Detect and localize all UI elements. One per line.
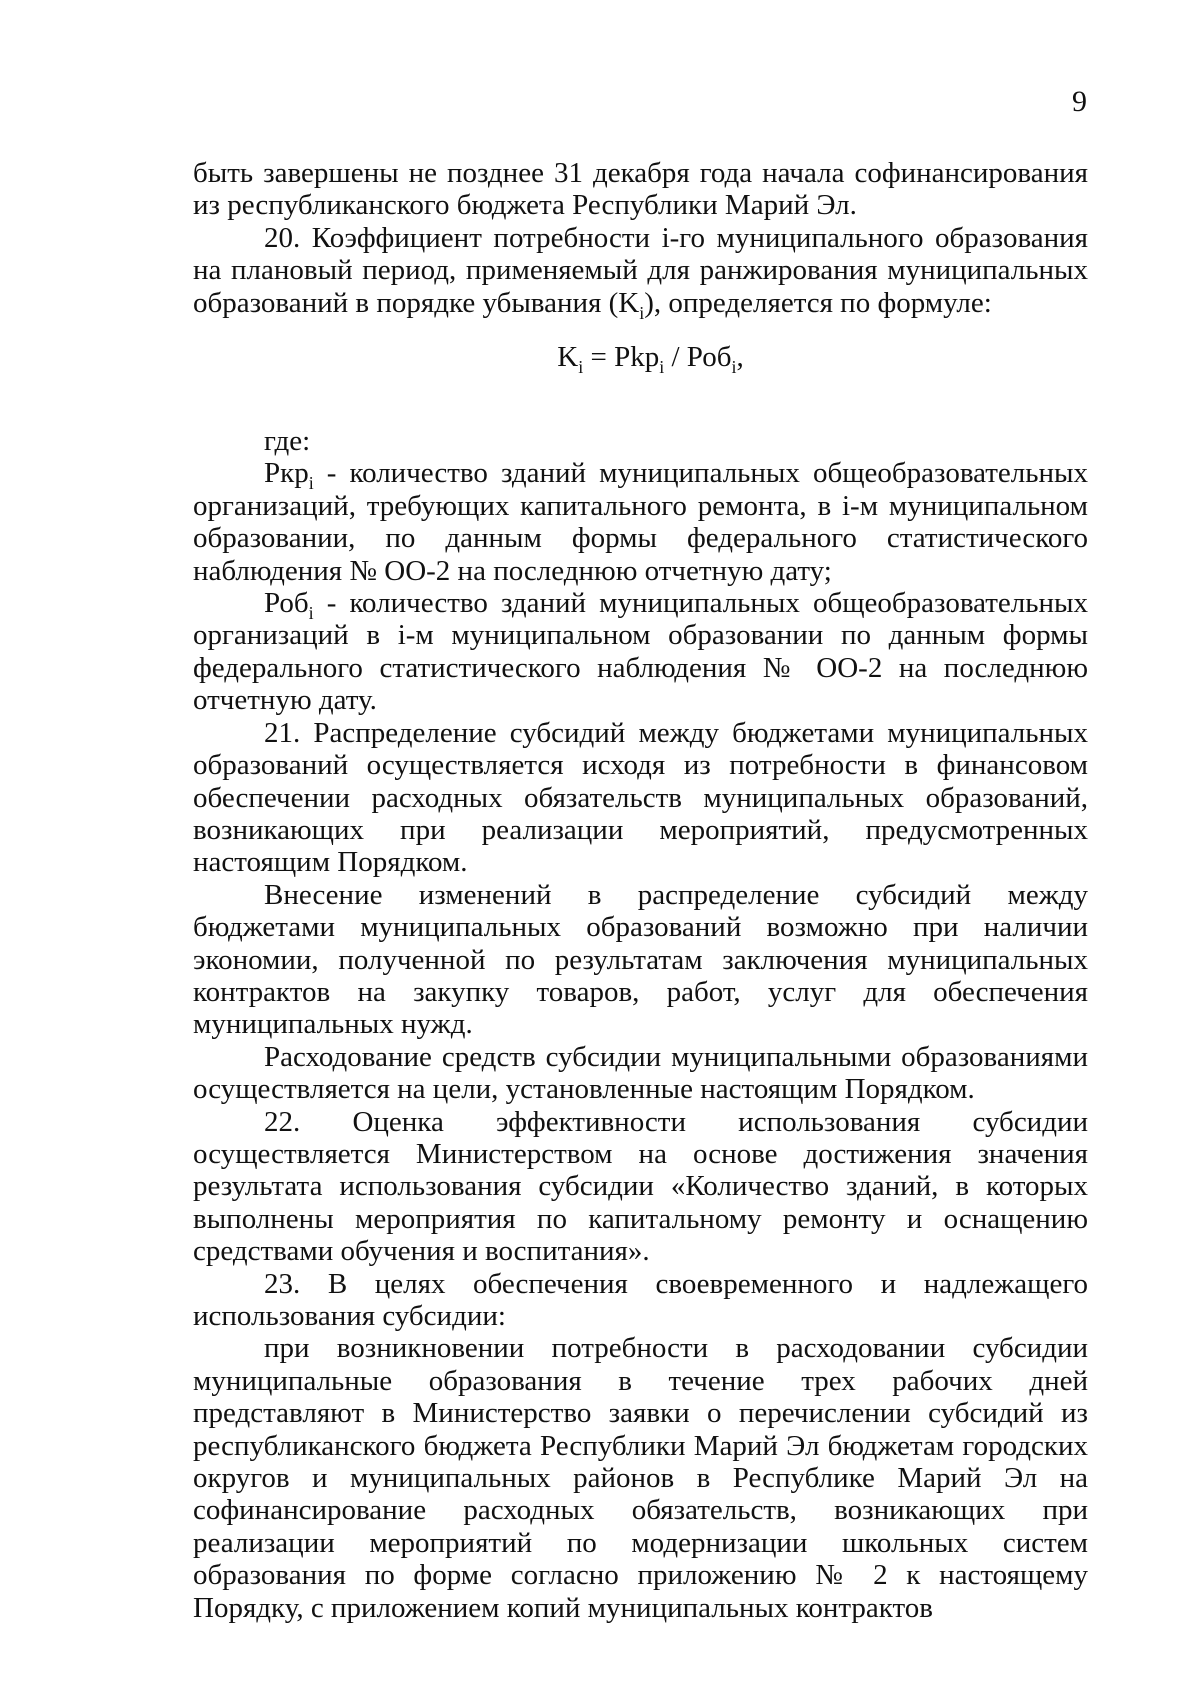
- paragraph-23-request: при возникновении потребности в расходовании субсидии муниципальные образования в течение трех рабочих дней представляют в Министерство заявки о перечислении субсидий из республиканского бюджета Республики Марий Эл бюджетам городских округов и муниципальных районов в Республике Марий Эл на софинансирование расходных обязательств, возникающих при реализации мероприятий по модернизации школьных систем образования по форме согласно приложению № 2 к настоящему Порядку, с приложением копий муниципальных контрактов: [193, 1332, 1088, 1624]
- paragraph-21-spending: Расходование средств субсидии муниципальными образованиями осуществляется на цели, установленные настоящим Порядком.: [193, 1040, 1088, 1106]
- rob-definition: [193, 587, 1088, 717]
- formula-k: K: [557, 341, 579, 374]
- paragraph-21-changes: Внесение изменений в распределение субсидий между бюджетами муниципальных образований возможно при наличии экономии, полученной по результатам заключения муниципальных контрактов на закупку товаров, работ, услуг для обеспечения муниципальных нужд.: [193, 878, 1088, 1041]
- paragraph-continuation: быть завершены не позднее 31 декабря года начала софинансирования из республиканского бюджета Республики Марий Эл.: [193, 157, 1088, 222]
- where-label: где:: [264, 425, 311, 458]
- formula: [193, 341, 1088, 411]
- rob-term: Роб: [264, 587, 309, 620]
- formula-end: ,: [736, 341, 744, 374]
- formula-eq-pkp: = Pkp: [583, 341, 660, 374]
- formula-k-sub: i: [578, 356, 584, 377]
- formula-rob-sub: i: [731, 356, 737, 377]
- pkp-term-sub: i: [308, 473, 314, 494]
- paragraph-20-subscript: i: [639, 302, 645, 323]
- paragraph-20-text: 20. Коэффициент потребности i-го муниципального образования на плановый период, применяемый для ранжирования муниципальных образований в порядке убывания (K: [193, 221, 1088, 319]
- paragraph-23: 23. В целях обеспечения своевременного и надлежащего использования субсидии:: [193, 1267, 1088, 1332]
- pkp-definition: [193, 457, 1088, 587]
- paragraph-20: [193, 221, 1088, 323]
- document-body: [193, 157, 1088, 1624]
- page-number: 9: [1072, 85, 1087, 118]
- pkp-term: Ркр: [264, 457, 309, 490]
- paragraph-21: 21. Распределение субсидий между бюджетами муниципальных образований осуществляется исходя из потребности в финансовом обеспечении расходных обязательств муниципальных образований, возникающих при реализации мероприятий, предусмотренных настоящим Порядком.: [193, 716, 1088, 879]
- formula-pkp-sub: i: [659, 356, 665, 377]
- rob-term-sub: i: [308, 602, 314, 623]
- pkp-definition-text: - количество зданий муниципальных общеобразовательных организаций, требующих капитального ремонта, в i-м муниципальном образовании, по данным формы федерального статистического наблюдения № ОО-2 на последнюю отчетную дату;: [193, 457, 1088, 587]
- rob-definition-text: - количество зданий муниципальных общеобразовательных организаций в i-м муниципальном образовании по данным формы федерального статистического наблюдения № ОО-2 на последнюю отчетную дату.: [193, 587, 1088, 717]
- paragraph-22: 22. Оценка эффективности использования субсидии осуществляется Министерством на основе достижения значения результата использования субсидии «Количество зданий, в которых выполнены мероприятия по капитальному ремонту и оснащению средствами обучения и воспитания».: [193, 1105, 1088, 1268]
- paragraph-20-tail: ), определяется по формуле:: [644, 286, 992, 319]
- formula-div-rob: / Роб: [664, 341, 732, 374]
